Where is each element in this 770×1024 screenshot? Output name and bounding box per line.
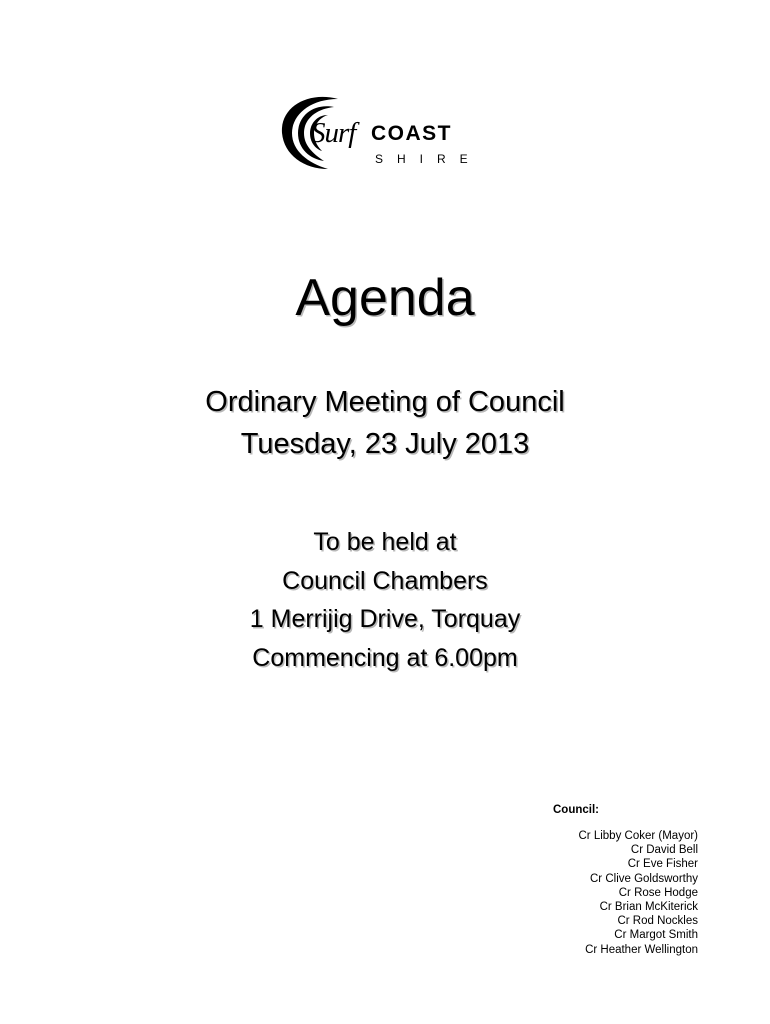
meeting-date: Tuesday, 23 July 2013	[240, 428, 530, 460]
venue-block	[0, 523, 770, 677]
council-member: Cr Clive Goldsworthy	[590, 872, 698, 885]
council-member: Cr David Bell	[630, 844, 698, 857]
council-members-list	[579, 829, 699, 957]
council-member: Cr Brian McKiterick	[599, 901, 698, 914]
surf-coast-shire-logo	[278, 93, 490, 173]
logo-shire-text: SHIRE	[375, 152, 482, 166]
page-title: Agenda	[295, 269, 475, 327]
venue-line: To be held at	[313, 528, 457, 556]
venue-line: Commencing at 6.00pm	[252, 643, 518, 672]
venue-line: Council Chambers	[282, 566, 488, 595]
council-member: Cr Rod Nockles	[617, 915, 698, 928]
logo-coast-text: COAST	[371, 122, 452, 145]
council-member: Cr Libby Coker (Mayor)	[578, 830, 698, 842]
meeting-type: Ordinary Meeting of Council	[205, 386, 565, 418]
logo-surf-text: Surf	[311, 117, 356, 149]
council-member: Cr Rose Hodge	[618, 886, 698, 899]
council-member: Cr Margot Smith	[614, 929, 698, 942]
venue-line: 1 Merrijig Drive, Torquay	[249, 605, 521, 633]
council-member: Cr Eve Fisher	[627, 858, 698, 871]
council-heading: Council:	[553, 804, 599, 816]
council-member: Cr Heather Wellington	[585, 943, 698, 956]
